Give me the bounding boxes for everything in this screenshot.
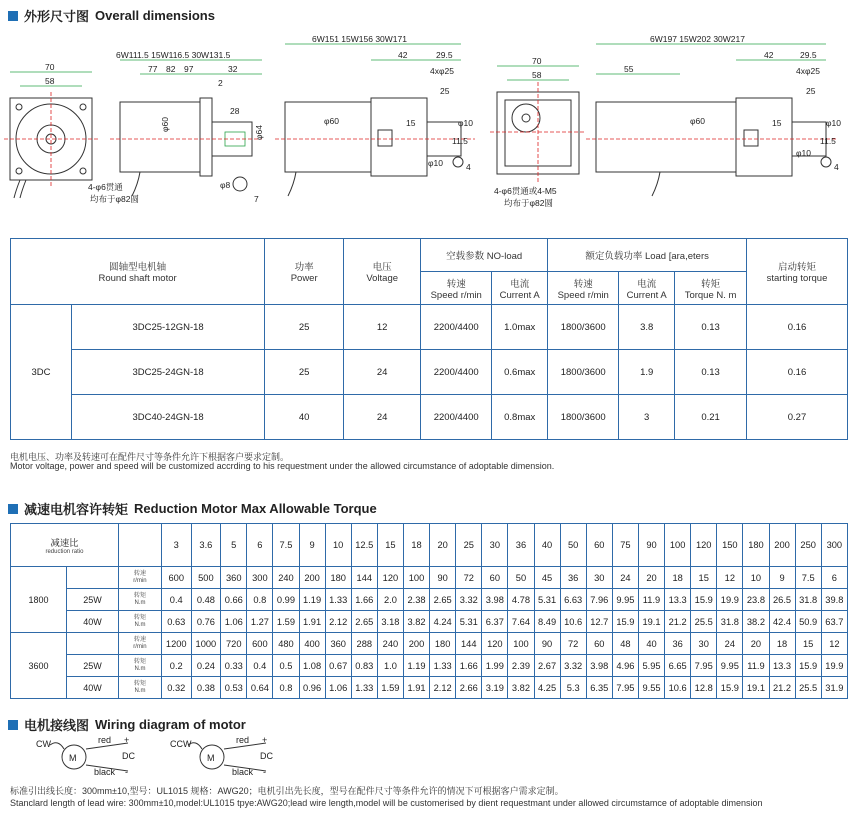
speed-cell: 72: [560, 633, 586, 655]
svg-text:25: 25: [806, 86, 816, 96]
svg-text:42: 42: [764, 50, 774, 60]
svg-text:DC: DC: [122, 751, 135, 761]
speed-cell: 240: [377, 633, 403, 655]
svg-text:-: -: [263, 767, 266, 777]
torque-cell: 39.8: [821, 589, 847, 611]
torque-cell: 6.35: [586, 677, 612, 699]
svg-text:11.5: 11.5: [820, 136, 836, 146]
power-label: 40W: [66, 677, 118, 699]
speed-cell: 200: [299, 567, 325, 589]
torque-cell: 1.99: [482, 655, 508, 677]
torque-cell: 8.49: [534, 611, 560, 633]
torque-cell: 0.32: [161, 677, 191, 699]
d1-height: 58: [45, 76, 55, 86]
torque-cell: 0.8: [247, 589, 273, 611]
speed-cell: 288: [351, 633, 377, 655]
torque-cell: 19.9: [821, 655, 847, 677]
torque-cell: 50.9: [795, 611, 821, 633]
torque-cell: 15.9: [691, 589, 717, 611]
torque-cell: 0.8: [273, 677, 299, 699]
svg-text:φ8: φ8: [220, 180, 231, 190]
speed-cell: 100: [508, 633, 534, 655]
ratio-cell: 75: [612, 524, 638, 567]
header-nl-current: 电流 Current A: [492, 272, 548, 305]
torque-cell: 5.95: [638, 655, 664, 677]
torque-cell: 7.64: [508, 611, 534, 633]
d3-width: 70: [532, 56, 542, 66]
torque-cell: 0.64: [247, 677, 273, 699]
svg-text:-: -: [125, 767, 128, 777]
ratio-cell: 150: [717, 524, 743, 567]
torque-cell: 7.95: [691, 655, 717, 677]
speed-cell: 15: [795, 633, 821, 655]
ratio-header: 减速比 reduction ratio: [11, 524, 119, 567]
svg-text:φ60: φ60: [324, 116, 339, 126]
torque-cell: 12.7: [586, 611, 612, 633]
torque-cell: 4.25: [534, 677, 560, 699]
torque-cell: 1.27: [247, 611, 273, 633]
svg-text:29.5: 29.5: [800, 50, 817, 60]
d4-length: 6W197 15W202 30W217: [650, 34, 745, 44]
svg-text:97: 97: [184, 64, 194, 74]
speed-cell: 400: [299, 633, 325, 655]
torque-cell: 31.9: [821, 677, 847, 699]
ratio-cell: 15: [377, 524, 403, 567]
drawing1-side-view: [110, 50, 264, 204]
d3-circle: 均布于φ82圆: [504, 198, 553, 208]
torque-table: [10, 523, 848, 699]
torque-cell: 6.65: [665, 655, 691, 677]
svg-text:red: red: [236, 735, 250, 745]
speed-cell: 20: [743, 633, 769, 655]
torque-cell: 4.96: [612, 655, 638, 677]
d3-height: 58: [532, 70, 542, 80]
speed-cell: 500: [191, 567, 221, 589]
torque-cell: 19.1: [743, 677, 769, 699]
svg-text:4: 4: [466, 162, 471, 172]
torque-cell: 21.2: [769, 677, 795, 699]
torque-cell: 1.91: [299, 611, 325, 633]
ratio-header-row: [11, 524, 848, 567]
speed-cell: 48: [612, 633, 638, 655]
svg-text:32: 32: [228, 64, 238, 74]
torque-cell: 3.32: [456, 589, 482, 611]
torque-cell: 4.24: [430, 611, 456, 633]
ratio-cell: 36: [508, 524, 534, 567]
svg-text:15: 15: [772, 118, 782, 128]
svg-text:28: 28: [230, 106, 240, 116]
torque-cell: 0.67: [325, 655, 351, 677]
torque-cell: 1.59: [273, 611, 299, 633]
ratio-cell: 60: [586, 524, 612, 567]
speed-cell: 18: [665, 567, 691, 589]
speed-cell: 1200: [161, 633, 191, 655]
ratio-cell: 100: [665, 524, 691, 567]
torque-cell: 0.33: [221, 655, 247, 677]
torque-cell: 6.63: [560, 589, 586, 611]
torque-cell: 6.37: [482, 611, 508, 633]
torque-cell: 11.9: [743, 655, 769, 677]
svg-text:2: 2: [218, 78, 223, 88]
torque-cell: 2.66: [456, 677, 482, 699]
drawing4-side-view: [586, 34, 841, 196]
speed-cell: 12: [821, 633, 847, 655]
section-title-en: Wiring diagram of motor: [95, 717, 246, 732]
ratio-cell: 40: [534, 524, 560, 567]
torque-cell: 1.06: [325, 677, 351, 699]
torque-cell: 0.99: [273, 589, 299, 611]
torque-cell: 2.65: [351, 611, 377, 633]
torque-cell: 31.8: [795, 589, 821, 611]
ratio-cell: 9: [299, 524, 325, 567]
torque-cell: 25.5: [795, 677, 821, 699]
header-voltage: 电压 Voltage: [344, 239, 421, 305]
header-rated: 额定负载功率 Load [ara,eters: [548, 239, 747, 272]
speed-cell: 12: [717, 567, 743, 589]
torque-cell: 9.95: [717, 655, 743, 677]
torque-cell: 0.63: [161, 611, 191, 633]
speed-cell: 18: [769, 633, 795, 655]
torque-cell: 3.82: [403, 611, 429, 633]
section-marker: [8, 504, 18, 514]
speed-cell: 180: [325, 567, 351, 589]
speed-cell: 720: [221, 633, 247, 655]
torque-cell: 3.19: [482, 677, 508, 699]
svg-text:15: 15: [406, 118, 416, 128]
torque-cell: 25.5: [691, 611, 717, 633]
header-nl-speed: 转速 Speed r/min: [421, 272, 492, 305]
torque-cell: 1.33: [351, 677, 377, 699]
torque-cell: 15.9: [717, 677, 743, 699]
ratio-cell: 30: [482, 524, 508, 567]
ratio-cell: 12.5: [351, 524, 377, 567]
torque-cell: 1.33: [325, 589, 351, 611]
torque-cell: 2.67: [534, 655, 560, 677]
speed-label: 转速 r/min: [118, 567, 161, 589]
wiring-diagram: [28, 735, 288, 777]
torque-cell: 63.7: [821, 611, 847, 633]
ratio-cell: 10: [325, 524, 351, 567]
torque-row: [11, 611, 848, 633]
speed-cell: 1000: [191, 633, 221, 655]
rpm-group: 1800: [11, 567, 67, 633]
torque-label: 转矩 N.m: [118, 677, 161, 699]
svg-text:+: +: [124, 735, 130, 745]
torque-cell: 4.78: [508, 589, 534, 611]
d1-circle: 均布于φ82圆: [90, 194, 139, 204]
torque-cell: 19.9: [717, 589, 743, 611]
torque-cell: 1.33: [430, 655, 456, 677]
torque-cell: 7.95: [612, 677, 638, 699]
header-starting-torque: 启动转矩 starting torque: [747, 239, 848, 305]
torque-cell: 0.2: [161, 655, 191, 677]
torque-cell: 9.95: [612, 589, 638, 611]
torque-cell: 0.76: [191, 611, 221, 633]
speed-cell: 24: [717, 633, 743, 655]
svg-text:29.5: 29.5: [436, 50, 453, 60]
d1-width: 70: [45, 62, 55, 72]
speed-cell: 120: [482, 633, 508, 655]
speed-row: [11, 567, 848, 589]
speed-cell: 240: [273, 567, 299, 589]
torque-cell: 0.4: [247, 655, 273, 677]
torque-cell: 15.9: [612, 611, 638, 633]
d2-length: 6W151 15W156 30W171: [312, 34, 407, 44]
header-torque: 转矩 Torque N. m: [675, 272, 747, 305]
svg-text:φ10: φ10: [826, 118, 841, 128]
torque-cell: 1.91: [403, 677, 429, 699]
speed-cell: 36: [560, 567, 586, 589]
ratio-cell: 5: [221, 524, 247, 567]
speed-cell: 120: [377, 567, 403, 589]
svg-text:φ60: φ60: [160, 117, 170, 132]
svg-text:11.5: 11.5: [452, 136, 468, 146]
svg-text:red: red: [98, 735, 112, 745]
ratio-cell: 90: [638, 524, 664, 567]
torque-cell: 12.8: [691, 677, 717, 699]
speed-cell: 45: [534, 567, 560, 589]
torque-cell: 7.96: [586, 589, 612, 611]
speed-label: 转速 r/min: [118, 633, 161, 655]
torque-cell: 1.08: [299, 655, 325, 677]
torque-cell: 5.3: [560, 677, 586, 699]
d1-hole: 4-φ6贯通: [88, 182, 123, 192]
speed-cell: 24: [612, 567, 638, 589]
wiring-ccw: [170, 735, 273, 777]
speed-cell: 9: [769, 567, 795, 589]
section-marker: [8, 11, 18, 21]
torque-cell: 1.66: [456, 655, 482, 677]
svg-text:42: 42: [398, 50, 408, 60]
ratio-cell: 25: [456, 524, 482, 567]
section-wiring-title: [8, 715, 246, 734]
speed-cell: 60: [586, 633, 612, 655]
table-row: 3DC 3DC25-12GN-18 25 12 2200/4400 1.0max 1800/3600 3.8 0.13 0.16: [11, 305, 848, 350]
section-title-en: Overall dimensions: [95, 8, 215, 23]
power-label: 25W: [66, 655, 118, 677]
torque-cell: 0.48: [191, 589, 221, 611]
torque-cell: 3.98: [482, 589, 508, 611]
torque-cell: 10.6: [560, 611, 586, 633]
svg-text:55: 55: [624, 64, 634, 74]
torque-cell: 1.66: [351, 589, 377, 611]
svg-text:82: 82: [166, 64, 176, 74]
svg-text:φ10: φ10: [458, 118, 473, 128]
torque-cell: 42.4: [769, 611, 795, 633]
speed-cell: 360: [221, 567, 247, 589]
speed-cell: 144: [456, 633, 482, 655]
table-row: 3DC40-24GN-18 40 24 2200/4400 0.8max 1800/3600 3 0.21 0.27: [11, 395, 848, 440]
torque-cell: 2.39: [508, 655, 534, 677]
torque-cell: 21.2: [665, 611, 691, 633]
svg-text:7: 7: [254, 194, 259, 204]
speed-cell: 20: [638, 567, 664, 589]
torque-label: 转矩 N.m: [118, 655, 161, 677]
torque-cell: 1.19: [299, 589, 325, 611]
speed-cell: 100: [403, 567, 429, 589]
torque-cell: 5.31: [534, 589, 560, 611]
section-title-en: Reduction Motor Max Allowable Torque: [134, 501, 377, 516]
svg-text:DC: DC: [260, 751, 273, 761]
dimension-drawings: [0, 22, 859, 222]
header-current: 电流 Current A: [619, 272, 675, 305]
header-speed: 转速 Speed r/min: [548, 272, 619, 305]
drawing3-front-view: [490, 56, 586, 208]
torque-cell: 19.1: [638, 611, 664, 633]
header-power: 功率 Power: [265, 239, 344, 305]
section-title-cn: 电机接线图: [24, 719, 90, 734]
speed-cell: 10: [743, 567, 769, 589]
ratio-cell: 300: [821, 524, 847, 567]
torque-label: 转矩 N.m: [118, 589, 161, 611]
torque-cell: 15.9: [795, 655, 821, 677]
section-marker: [8, 720, 18, 730]
svg-text:φ10: φ10: [428, 158, 443, 168]
table-row: 3DC25-24GN-18 25 24 2200/4400 0.6max 1800/3600 1.9 0.13 0.16: [11, 350, 848, 395]
motor-spec-table: [10, 238, 848, 440]
torque-cell: 0.4: [161, 589, 191, 611]
section-title-cn: 减速电机容许转矩: [24, 503, 129, 518]
torque-cell: 9.55: [638, 677, 664, 699]
power-label: 40W: [66, 611, 118, 633]
ratio-cell: 3: [161, 524, 191, 567]
speed-cell: 40: [638, 633, 664, 655]
torque-cell: 0.38: [191, 677, 221, 699]
torque-cell: 0.24: [191, 655, 221, 677]
drawing2-side-view: [275, 34, 475, 196]
torque-row: [11, 589, 848, 611]
speed-row: [11, 633, 848, 655]
speed-cell: 90: [534, 633, 560, 655]
svg-text:M: M: [69, 753, 77, 763]
section-torque-title: [8, 499, 377, 518]
svg-text:black: black: [94, 767, 116, 777]
svg-text:CW: CW: [36, 739, 51, 749]
spec-note-cn: 电机电压、功率及转速可在配件尺寸等条件允许下根据客户要求定制。: [10, 452, 290, 462]
footer-note-cn: 标准引出线长度：300mm±10,型号：UL1015 规格：AWG20；电机引出先长度，型号在配件尺寸等条件允许的情况下可根据客户需求定制。: [10, 786, 564, 796]
svg-text:25: 25: [440, 86, 450, 96]
torque-cell: 2.12: [430, 677, 456, 699]
torque-cell: 13.3: [769, 655, 795, 677]
section-title-cn: 外形尺寸图: [24, 10, 90, 25]
speed-cell: 15: [691, 567, 717, 589]
rpm-group: 3600: [11, 633, 67, 699]
speed-cell: 90: [430, 567, 456, 589]
torque-cell: 1.19: [403, 655, 429, 677]
torque-cell: 23.8: [743, 589, 769, 611]
speed-cell: 300: [247, 567, 273, 589]
svg-text:φ60: φ60: [690, 116, 705, 126]
speed-cell: 200: [403, 633, 429, 655]
speed-cell: 7.5: [795, 567, 821, 589]
speed-cell: 144: [351, 567, 377, 589]
speed-cell: 600: [161, 567, 191, 589]
svg-text:4xφ25: 4xφ25: [430, 66, 454, 76]
ratio-cell: 20: [430, 524, 456, 567]
d3-hole: 4-φ6贯通或4-M5: [494, 186, 557, 196]
speed-cell: 30: [691, 633, 717, 655]
speed-cell: 36: [665, 633, 691, 655]
torque-cell: 2.0: [377, 589, 403, 611]
torque-cell: 2.65: [430, 589, 456, 611]
svg-text:77: 77: [148, 64, 158, 74]
torque-cell: 31.8: [717, 611, 743, 633]
ratio-cell: 50: [560, 524, 586, 567]
torque-row: [11, 677, 848, 699]
ratio-cell: 120: [691, 524, 717, 567]
footer-note-en: Stanclard length of lead wire: 300mm±10,model:UL1015 tpye:AWG20;lead wire length,model will be customerised by dient requestmant under allowed circumstamce of adoptable dimension: [10, 798, 763, 808]
ratio-cell: 250: [795, 524, 821, 567]
svg-text:4: 4: [834, 162, 839, 172]
torque-cell: 5.31: [456, 611, 482, 633]
torque-row: [11, 655, 848, 677]
torque-cell: 3.98: [586, 655, 612, 677]
torque-cell: 11.9: [638, 589, 664, 611]
ratio-cell: 6: [247, 524, 273, 567]
speed-cell: 72: [456, 567, 482, 589]
speed-cell: 360: [325, 633, 351, 655]
svg-text:+: +: [262, 735, 268, 745]
torque-cell: 3.82: [508, 677, 534, 699]
wiring-cw: [36, 735, 135, 777]
torque-cell: 38.2: [743, 611, 769, 633]
torque-cell: 10.6: [665, 677, 691, 699]
power-label: 25W: [66, 589, 118, 611]
drawing1-front-view: [4, 62, 139, 204]
speed-cell: 50: [508, 567, 534, 589]
torque-cell: 0.5: [273, 655, 299, 677]
svg-text:φ64: φ64: [254, 125, 264, 140]
torque-cell: 0.66: [221, 589, 247, 611]
group-label: 3DC: [11, 305, 72, 440]
speed-cell: 30: [586, 567, 612, 589]
torque-cell: 26.5: [769, 589, 795, 611]
speed-cell: 180: [430, 633, 456, 655]
header-noload: 空载参数 NO-load: [421, 239, 548, 272]
torque-cell: 0.83: [351, 655, 377, 677]
ratio-cell: 3.6: [191, 524, 221, 567]
torque-cell: 3.18: [377, 611, 403, 633]
svg-text:φ10: φ10: [796, 148, 811, 158]
svg-text:black: black: [232, 767, 254, 777]
speed-cell: 480: [273, 633, 299, 655]
speed-cell: 600: [247, 633, 273, 655]
torque-cell: 0.96: [299, 677, 325, 699]
torque-cell: 1.06: [221, 611, 247, 633]
ratio-cell: 18: [403, 524, 429, 567]
spec-note-en: Motor voltage, power and speed will be customized accrding to his requestment under the allowed circumstance of adoptable dimension.: [10, 461, 555, 471]
svg-text:4xφ25: 4xφ25: [796, 66, 820, 76]
ratio-cell: 180: [743, 524, 769, 567]
torque-cell: 2.12: [325, 611, 351, 633]
svg-text:M: M: [207, 753, 215, 763]
ratio-cell: 7.5: [273, 524, 299, 567]
torque-label: 转矩 N.m: [118, 611, 161, 633]
torque-cell: 2.38: [403, 589, 429, 611]
torque-cell: 3.32: [560, 655, 586, 677]
torque-cell: 0.53: [221, 677, 247, 699]
svg-text:CCW: CCW: [170, 739, 192, 749]
speed-cell: 6: [821, 567, 847, 589]
d1-length: 6W111.5 15W116.5 30W131.5: [116, 50, 231, 60]
torque-cell: 13.3: [665, 589, 691, 611]
speed-cell: 60: [482, 567, 508, 589]
torque-cell: 1.59: [377, 677, 403, 699]
ratio-cell: 200: [769, 524, 795, 567]
torque-cell: 1.0: [377, 655, 403, 677]
header-model: 圆轴型电机轴 Round shaft motor: [11, 239, 265, 305]
